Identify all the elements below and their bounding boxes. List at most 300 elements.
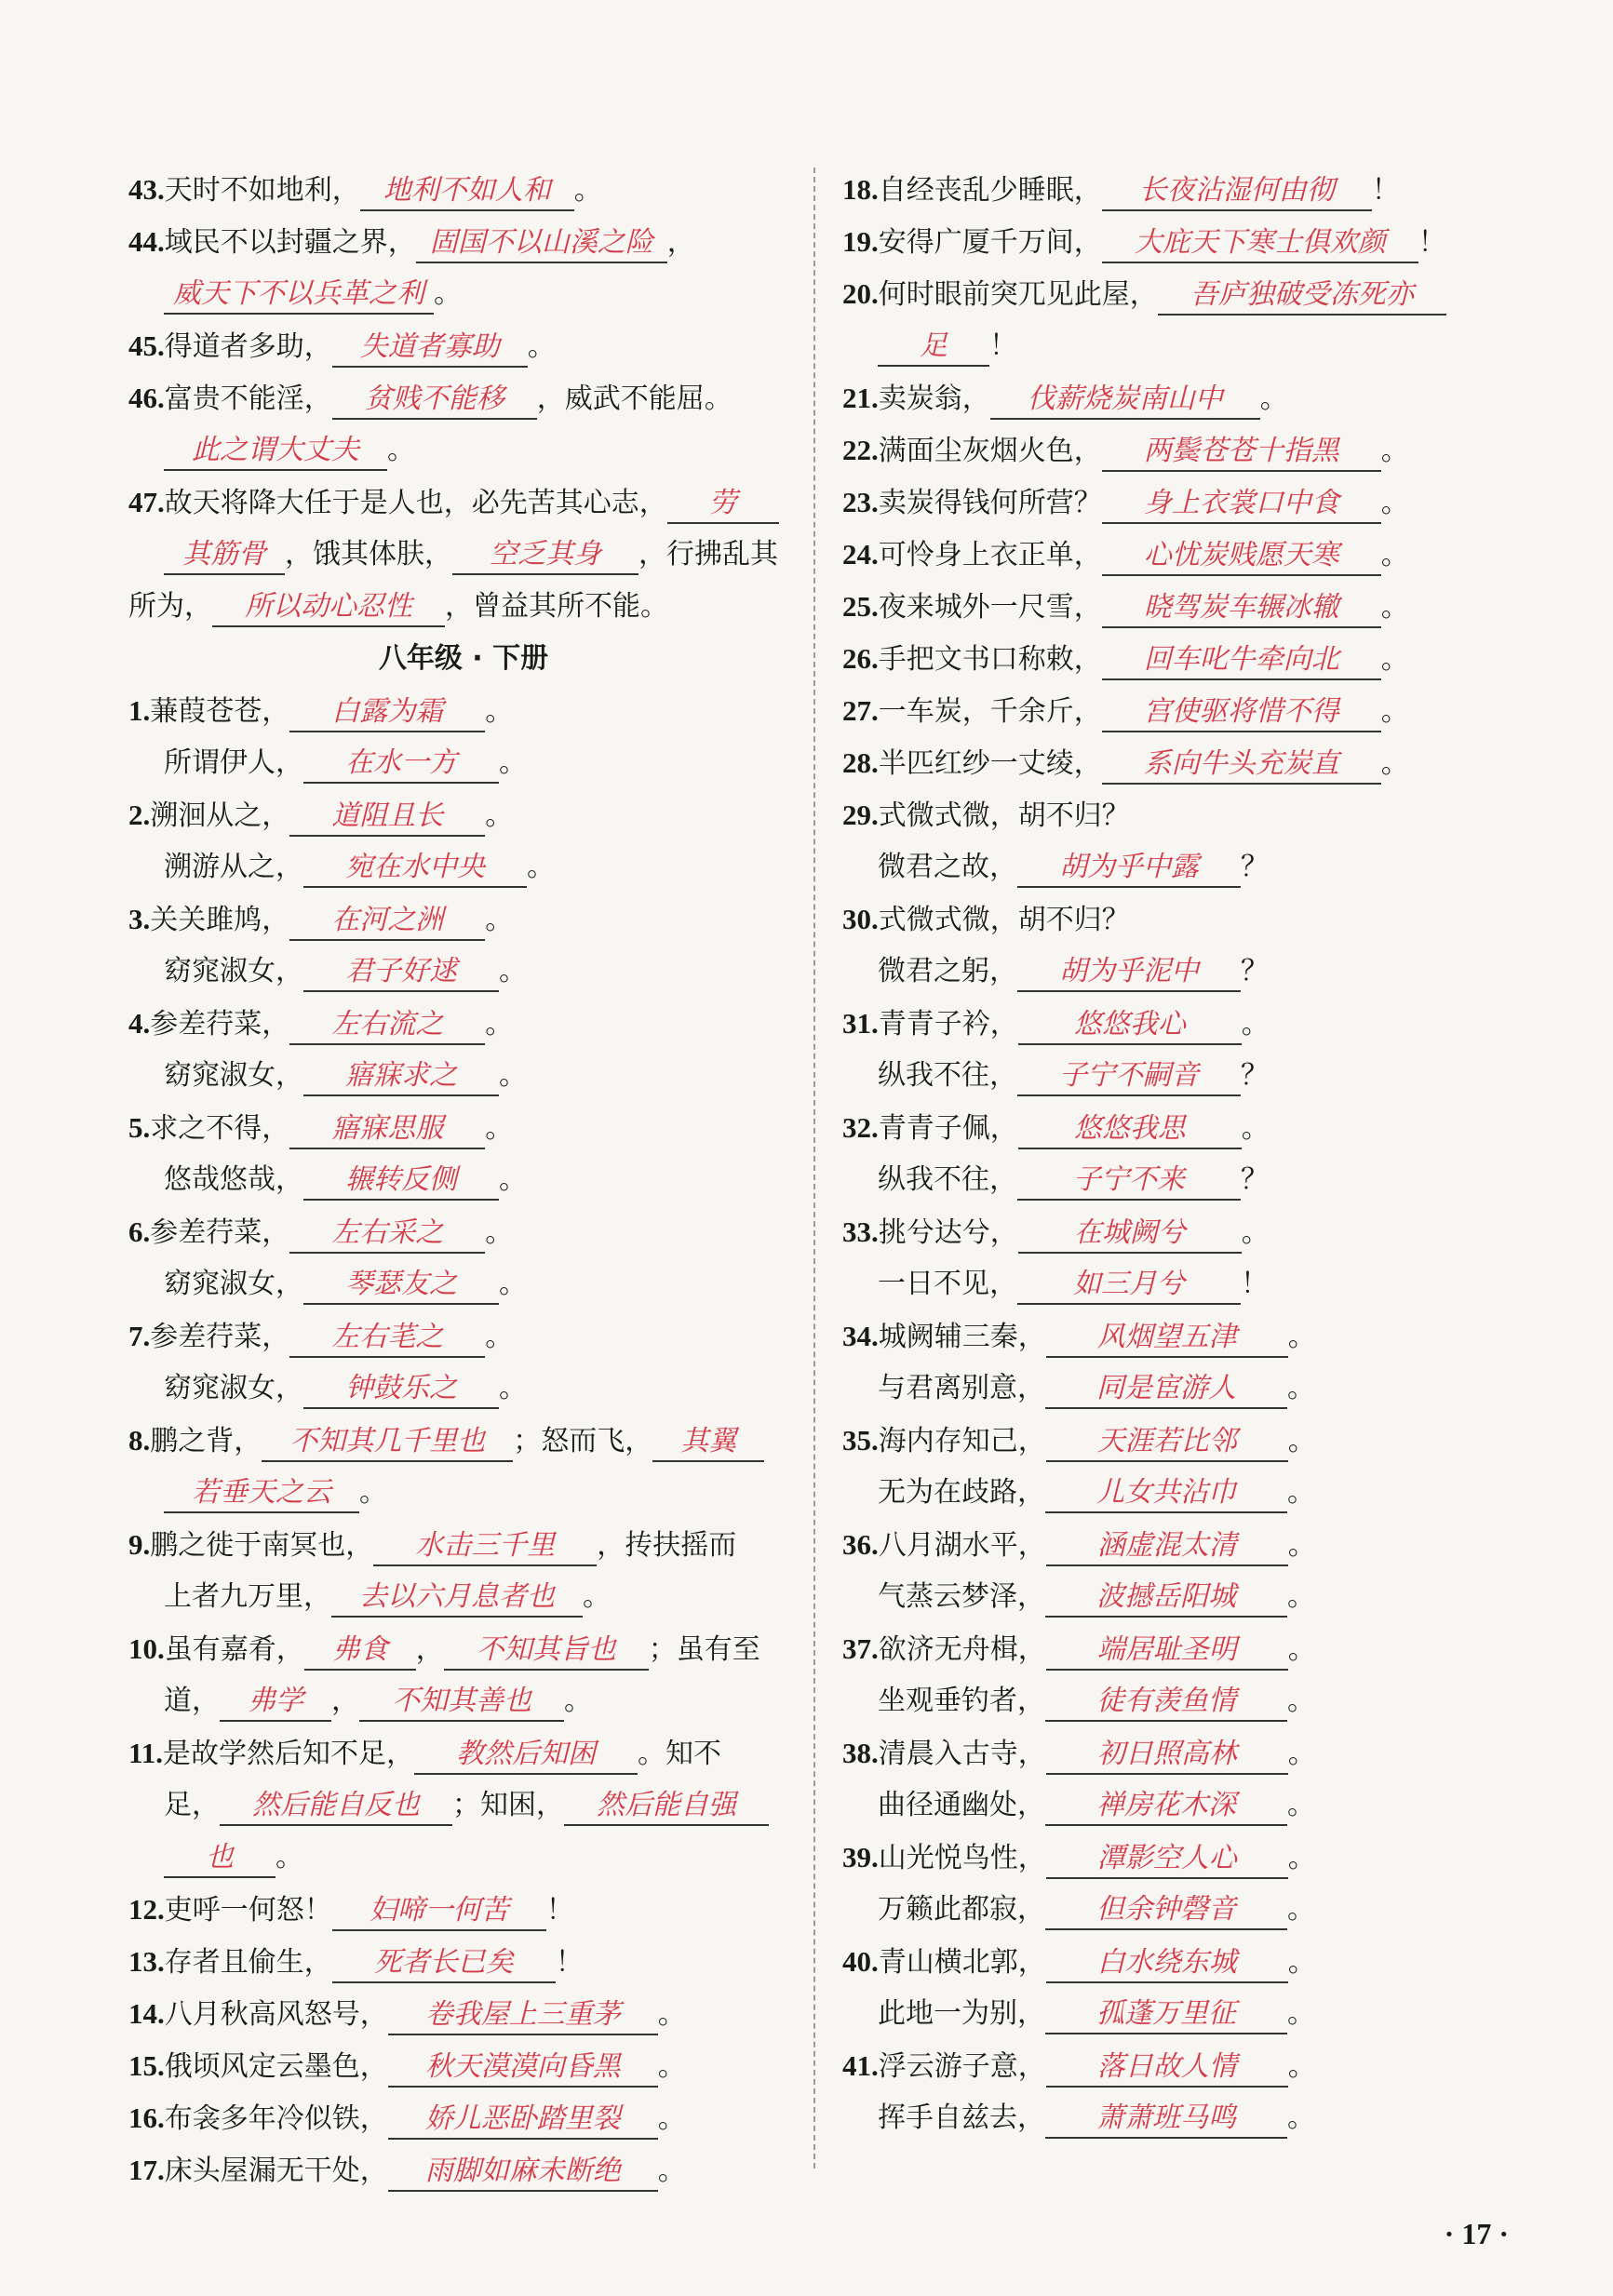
question-number: 6. (128, 1215, 151, 1248)
prompt-text: 。知不 (638, 1738, 722, 1770)
question-number: 43. (128, 173, 165, 206)
answer-blank: 寤寐思服 (289, 1110, 485, 1149)
answer-blank: 潭影空人心 (1046, 1840, 1288, 1879)
prompt-text: 。 (499, 1059, 527, 1092)
answer-blank: 胡为乎泥中 (1017, 953, 1241, 992)
question-line (128, 1206, 799, 1258)
prompt-text: 。 (1380, 643, 1409, 676)
answer-blank: 波撼岳阳城 (1045, 1578, 1287, 1618)
question-number: 8. (128, 1424, 151, 1457)
continuation-line (128, 1258, 799, 1310)
prompt-text: 所为， (128, 590, 212, 623)
answer-blank: 秋天漠漠向昏黑 (388, 2048, 658, 2088)
prompt-text: 俄顷风定云墨色， (164, 2050, 388, 2083)
answer-blank: 吾庐独破受冻死亦 (1158, 276, 1446, 316)
prompt-text: 。 (1380, 487, 1409, 519)
question-line (128, 320, 799, 372)
prompt-text: ！ (989, 329, 1017, 362)
prompt-text: 参差荇菜， (150, 1008, 290, 1041)
prompt-text: ？ (1241, 1163, 1269, 1196)
prompt-text: 无为在歧路， (878, 1476, 1045, 1509)
question-line (842, 737, 1512, 789)
prompt-text: 海内存知己， (878, 1425, 1046, 1457)
question-line (128, 1727, 799, 1779)
prompt-text: 虽有嘉肴， (164, 1633, 304, 1666)
prompt-text: 求之不得， (150, 1112, 290, 1145)
question-line (842, 424, 1512, 477)
question-number: 38. (842, 1737, 879, 1769)
prompt-text: 。 (1380, 747, 1409, 780)
prompt-text: 气蒸云梦泽， (878, 1580, 1045, 1613)
answer-blank: 系向牛头充炭直 (1102, 745, 1381, 785)
question-line (128, 893, 799, 946)
answer-blank: 伐薪烧炭南山中 (990, 381, 1260, 420)
answer-blank: 长夜沾湿何由彻 (1102, 172, 1372, 211)
answer-blank: 子宁不嗣音 (1017, 1057, 1241, 1096)
answer-blank: 左右采之 (289, 1215, 485, 1254)
prompt-text: ， (666, 226, 695, 259)
prompt-text: 微君之躬， (878, 955, 1017, 987)
answer-blank: 涵虚混太清 (1046, 1527, 1288, 1566)
prompt-text: 。 (1380, 435, 1409, 467)
question-line (128, 789, 799, 841)
question-line (128, 216, 799, 268)
continuation-line (128, 841, 799, 893)
continuation-line (842, 1467, 1512, 1519)
prompt-text: 欲济无舟楫， (878, 1633, 1046, 1666)
prompt-text: 满面尘灰烟火色， (878, 435, 1102, 467)
question-line (842, 633, 1512, 685)
prompt-text: 一日不见， (878, 1268, 1017, 1300)
question-number: 28. (842, 746, 879, 779)
prompt-text: 。 (434, 277, 462, 310)
answer-blank: 然后能自强 (564, 1787, 769, 1826)
question-number: 22. (842, 434, 879, 466)
answer-blank: 徒有羡鱼情 (1045, 1683, 1287, 1722)
prompt-text: ？ (1241, 955, 1269, 987)
prompt-text: 。 (1287, 1425, 1316, 1457)
continuation-line (842, 1363, 1512, 1415)
answer-blank: 君子好逑 (303, 953, 499, 992)
prompt-text: 手把文书口称敕， (878, 643, 1102, 676)
prompt-text: 。 (657, 2155, 686, 2187)
prompt-text: 。 (1287, 1893, 1315, 1926)
prompt-text: 窈窕淑女， (164, 1372, 303, 1404)
prompt-text: 存者且偷生， (164, 1946, 332, 1979)
question-line (842, 1623, 1512, 1675)
question-number: 32. (842, 1111, 879, 1144)
prompt-text: 式微式微，胡不归？ (878, 799, 1130, 832)
answer-blank: 娇儿恶卧踏里裂 (388, 2101, 658, 2140)
prompt-text: 鹏之徙于南冥也， (150, 1529, 374, 1562)
prompt-text: 半匹红纱一丈绫， (878, 747, 1102, 780)
answer-blank: 寤寐求之 (303, 1057, 499, 1096)
question-number: 16. (128, 2101, 165, 2134)
prompt-text: 。 (1287, 1685, 1315, 1717)
question-number: 10. (128, 1632, 165, 1665)
answer-blank: 弗食 (304, 1631, 416, 1671)
question-number: 25. (842, 590, 879, 623)
answer-blank: 孤蓬万里征 (1045, 1995, 1287, 2034)
prompt-text: 。 (564, 1685, 592, 1717)
prompt-text: ？ (1241, 1059, 1269, 1092)
question-number: 19. (842, 225, 879, 258)
continuation-line (128, 1363, 799, 1415)
answer-blank: 雨脚如麻未断绝 (388, 2153, 658, 2192)
answer-blank: 端居耻圣明 (1046, 1631, 1288, 1671)
answer-blank: 威天下不以兵革之利 (164, 275, 434, 315)
question-line (842, 789, 1512, 841)
question-number: 45. (128, 329, 165, 362)
answer-blank: 子宁不来 (1017, 1161, 1241, 1201)
answer-blank: 儿女共沾巾 (1045, 1474, 1287, 1513)
question-number: 36. (842, 1528, 879, 1561)
question-number: 44. (128, 225, 165, 258)
answer-blank: 死者长已矣 (332, 1944, 556, 1983)
question-line (842, 268, 1512, 320)
answer-blank: 水击三千里 (373, 1527, 597, 1566)
question-line (842, 1727, 1512, 1779)
continuation-line (128, 737, 799, 789)
answer-blank: 卷我屋上三重茅 (388, 1996, 658, 2035)
prompt-text: 。 (657, 2050, 686, 2083)
prompt-text: 。 (1287, 2101, 1315, 2134)
prompt-text: 八月湖水平， (878, 1529, 1046, 1562)
answer-blank: 同是宦游人 (1045, 1370, 1287, 1409)
question-number: 40. (842, 1945, 879, 1978)
question-line (842, 893, 1512, 946)
prompt-text: 。 (1287, 1321, 1316, 1353)
prompt-text: ，曾益其所不能。 (445, 590, 668, 623)
question-number: 2. (128, 799, 151, 831)
question-line (128, 477, 799, 529)
prompt-text: 。 (1380, 591, 1409, 624)
prompt-text: 。 (1287, 1529, 1316, 1562)
prompt-text: 一车炭，千余斤， (878, 695, 1102, 728)
question-number: 39. (842, 1841, 879, 1873)
prompt-text: 。 (573, 174, 602, 207)
prompt-text: ，行拂乱其 (638, 538, 778, 571)
prompt-text: 纵我不往， (878, 1163, 1017, 1196)
question-number: 47. (128, 486, 165, 518)
prompt-text: 床头屋漏无干处， (164, 2155, 388, 2187)
question-line (128, 1988, 799, 2040)
continuation-line (128, 1571, 799, 1623)
prompt-text: 域民不以封疆之界， (164, 226, 416, 259)
prompt-text: 。 (1287, 1633, 1316, 1666)
prompt-text: ！ (1418, 226, 1446, 259)
question-number: 9. (128, 1528, 151, 1561)
question-number: 46. (128, 382, 165, 414)
question-number: 30. (842, 903, 879, 935)
question-line (842, 1310, 1512, 1363)
prompt-text: 。 (499, 955, 527, 987)
continuation-line (128, 1050, 799, 1102)
prompt-text: 。 (1287, 1946, 1316, 1979)
prompt-text: 。 (499, 746, 527, 779)
question-number: 29. (842, 799, 879, 831)
answer-blank: 其筋骨 (164, 536, 285, 575)
question-line (128, 1310, 799, 1363)
question-number: 3. (128, 903, 151, 935)
prompt-text: 。 (499, 1163, 527, 1196)
prompt-text: ，抟扶摇而 (597, 1529, 737, 1562)
prompt-text: 。 (1380, 539, 1409, 571)
prompt-text: 式微式微，胡不归？ (878, 904, 1130, 936)
answer-blank: 固国不以山溪之险 (416, 224, 667, 263)
question-number: 41. (842, 2049, 879, 2082)
question-line (842, 2040, 1512, 2092)
prompt-text: 自经丧乱少睡眠， (878, 174, 1102, 207)
prompt-text: 。 (583, 1580, 611, 1613)
question-line (128, 2144, 799, 2196)
prompt-text: 溯游从之， (164, 851, 303, 883)
prompt-text: 青山横北郭， (878, 1946, 1046, 1979)
left-column (128, 164, 799, 2196)
question-number: 35. (842, 1424, 879, 1457)
question-number: 17. (128, 2154, 165, 2186)
prompt-text: ；虽有至 (648, 1633, 760, 1666)
continuation-line (128, 1154, 799, 1206)
section-heading: 八年级 · 下册 (378, 642, 549, 675)
prompt-text: 卖炭翁， (878, 383, 990, 415)
answer-blank: 禅房花木深 (1045, 1787, 1287, 1826)
question-line (842, 685, 1512, 737)
prompt-text: 。 (1287, 1738, 1316, 1770)
answer-blank: 悠悠我心 (1018, 1006, 1242, 1045)
prompt-text: 卖炭得钱何所营？ (878, 487, 1102, 519)
answer-blank: 白露为霜 (289, 693, 485, 732)
answer-blank: 道阻且长 (289, 798, 485, 837)
answer-blank: 足 (878, 328, 989, 367)
continuation-line (842, 841, 1512, 893)
prompt-text: 天时不如地利， (164, 174, 360, 207)
prompt-text: 。 (276, 1841, 303, 1873)
answer-blank: 心忧炭贱愿天寒 (1102, 537, 1381, 576)
prompt-text: 。 (527, 851, 555, 883)
question-number: 7. (128, 1320, 151, 1352)
prompt-text: 吏呼一何怒！ (164, 1894, 332, 1927)
prompt-text: 。 (527, 330, 556, 363)
question-line (842, 1102, 1512, 1154)
question-number: 21. (842, 382, 879, 414)
prompt-text: 微君之故， (878, 851, 1017, 883)
question-line (842, 998, 1512, 1050)
question-number: 31. (842, 1007, 879, 1040)
prompt-text: ？ (1241, 851, 1269, 883)
question-line (128, 685, 799, 737)
continuation-line (842, 1571, 1512, 1623)
prompt-text: 。 (1241, 1216, 1270, 1249)
prompt-text: 清晨入古寺， (878, 1738, 1046, 1770)
question-number: 14. (128, 1997, 165, 2030)
prompt-text: 万籁此都寂， (878, 1893, 1045, 1926)
answer-blank: 教然后知困 (414, 1736, 638, 1775)
prompt-text: 参差荇菜， (150, 1321, 290, 1353)
continuation-line (842, 320, 1512, 372)
continuation-line (128, 946, 799, 998)
question-number: 37. (842, 1632, 879, 1665)
answer-blank: 在水一方 (303, 745, 499, 784)
prompt-text: ；怒而飞， (513, 1425, 653, 1457)
prompt-text: 故天将降大任于是人也，必先苦其心志， (164, 487, 667, 519)
answer-blank: 回车叱牛牵向北 (1102, 641, 1381, 680)
prompt-text: 。 (1287, 1789, 1315, 1821)
question-line (842, 1832, 1512, 1884)
prompt-text: 纵我不往， (878, 1059, 1017, 1092)
prompt-text: 。 (1287, 1476, 1315, 1509)
prompt-text: 与君离别意， (878, 1372, 1045, 1404)
question-line (128, 998, 799, 1050)
prompt-text: 八月秋高风怒号， (164, 1998, 388, 2031)
question-line (128, 1936, 799, 1988)
answer-blank: 地利不如人和 (360, 172, 574, 211)
prompt-text: 城阙辅三秦， (878, 1321, 1046, 1353)
prompt-text: 。 (1380, 695, 1409, 728)
continuation-line (128, 529, 799, 581)
prompt-text: 山光悦鸟性， (878, 1842, 1046, 1874)
answer-blank: 贫贱不能移 (332, 381, 537, 420)
prompt-text: 。 (1287, 1372, 1315, 1404)
answer-blank: 但余钟磬音 (1045, 1891, 1287, 1930)
prompt-text: 关关雎鸠， (150, 904, 290, 936)
question-line (842, 1206, 1512, 1258)
prompt-text: 。 (485, 1008, 514, 1041)
prompt-text: 。 (1287, 1997, 1315, 2030)
continuation-line (842, 1884, 1512, 1936)
prompt-text: 富贵不能淫， (164, 383, 332, 415)
continuation-line (842, 1154, 1512, 1206)
prompt-text: 。 (485, 1321, 514, 1353)
answer-blank: 大庇天下寒士俱欢颜 (1102, 224, 1418, 263)
prompt-text: ！ (545, 1894, 574, 1927)
question-number: 24. (842, 538, 879, 571)
answer-blank: 如三月兮 (1017, 1266, 1241, 1305)
answer-blank: 所以动心忍性 (212, 588, 445, 627)
question-line (128, 372, 799, 424)
answer-blank: 若垂天之云 (164, 1474, 359, 1513)
answer-blank: 空乏其身 (452, 536, 638, 575)
prompt-text: 。 (485, 1112, 514, 1145)
answer-blank: 两鬓苍苍十指黑 (1102, 433, 1381, 472)
question-number: 18. (842, 173, 879, 206)
prompt-text: 所谓伊人， (164, 746, 303, 779)
question-number: 26. (842, 642, 879, 675)
prompt-text: ，威武不能屈。 (536, 383, 733, 415)
prompt-text: 。 (657, 2102, 686, 2135)
question-line (128, 1519, 799, 1571)
prompt-text: 。 (485, 695, 514, 728)
question-number: 33. (842, 1215, 879, 1248)
answer-blank: 其翼 (652, 1423, 764, 1462)
question-line (128, 1102, 799, 1154)
continuation-line (842, 1988, 1512, 2040)
prompt-text: ！ (1241, 1268, 1269, 1300)
question-line (128, 1415, 799, 1467)
prompt-text: 。 (1287, 1842, 1316, 1874)
prompt-text: 何时眼前突兀见此屋， (878, 278, 1158, 311)
answer-blank: 悠悠我思 (1018, 1110, 1242, 1149)
prompt-text: 。 (499, 1268, 527, 1300)
column-divider (813, 168, 815, 2168)
prompt-text: 悠哉悠哉， (164, 1163, 303, 1196)
answer-blank: 此之谓大丈夫 (164, 432, 387, 471)
answer-blank: 不知其旨也 (444, 1631, 649, 1671)
answer-blank: 白水绕东城 (1046, 1944, 1288, 1983)
answer-blank: 天涯若比邻 (1046, 1423, 1288, 1462)
question-number: 27. (842, 694, 879, 727)
continuation-line (842, 946, 1512, 998)
question-line (842, 581, 1512, 633)
prompt-text: 浮云游子意， (878, 2050, 1046, 2083)
answer-blank: 左右芼之 (289, 1319, 485, 1358)
answer-blank: 然后能自反也 (220, 1787, 452, 1826)
page-number: · 17 · (1444, 2217, 1509, 2250)
prompt-text: 。 (485, 904, 514, 936)
continuation-line (128, 581, 799, 633)
question-line (842, 477, 1512, 529)
answer-blank: 初日照高林 (1046, 1736, 1288, 1775)
question-line (128, 1623, 799, 1675)
prompt-text: 挑兮达兮， (878, 1216, 1018, 1249)
question-line (128, 2092, 799, 2144)
prompt-text: 道， (164, 1685, 220, 1717)
answer-blank: 钟鼓乐之 (303, 1370, 499, 1409)
prompt-text: 窈窕淑女， (164, 955, 303, 987)
prompt-text: 布衾多年冷似铁， (164, 2102, 388, 2135)
question-number: 20. (842, 277, 879, 310)
prompt-text: 溯洄从之， (150, 799, 290, 832)
continuation-line (128, 1675, 799, 1727)
continuation-line (842, 1050, 1512, 1102)
answer-blank: 辗转反侧 (303, 1161, 499, 1201)
answer-blank: 风烟望五津 (1046, 1319, 1288, 1358)
prompt-text: 青青子佩， (878, 1112, 1018, 1145)
question-line (842, 216, 1512, 268)
continuation-line (842, 1779, 1512, 1832)
prompt-text: 。 (1287, 2050, 1316, 2083)
prompt-text: 。 (359, 1476, 387, 1509)
answer-blank: 萧萧班马鸣 (1045, 2100, 1287, 2139)
answer-blank: 也 (164, 1839, 276, 1878)
prompt-text: 。 (485, 799, 514, 832)
question-number: 11. (128, 1737, 164, 1769)
answer-blank: 宛在水中央 (303, 849, 527, 888)
question-line (842, 1415, 1512, 1467)
prompt-text: ；知困， (452, 1789, 564, 1821)
answer-blank: 劳 (667, 485, 779, 524)
continuation-line (128, 268, 799, 320)
question-line (128, 164, 799, 216)
prompt-text: 。 (1259, 383, 1288, 415)
answer-blank: 在河之洲 (289, 902, 485, 941)
question-line (842, 1519, 1512, 1571)
continuation-line (128, 1779, 799, 1832)
question-number: 15. (128, 2049, 165, 2082)
prompt-text: 夜来城外一尺雪， (878, 591, 1102, 624)
prompt-text: 青青子衿， (878, 1008, 1018, 1041)
question-number: 23. (842, 486, 879, 518)
answer-blank: 在城阙兮 (1018, 1215, 1242, 1254)
prompt-text: 。 (387, 434, 415, 466)
answer-blank: 弗学 (220, 1683, 331, 1722)
answer-blank: 失道者寡助 (332, 329, 528, 368)
prompt-text: ， (331, 1685, 359, 1717)
answer-blank: 胡为乎中露 (1017, 849, 1241, 888)
continuation-line (842, 2092, 1512, 2144)
prompt-text: 。 (1287, 1580, 1315, 1613)
prompt-text: 是故学然后知不足， (163, 1738, 415, 1770)
